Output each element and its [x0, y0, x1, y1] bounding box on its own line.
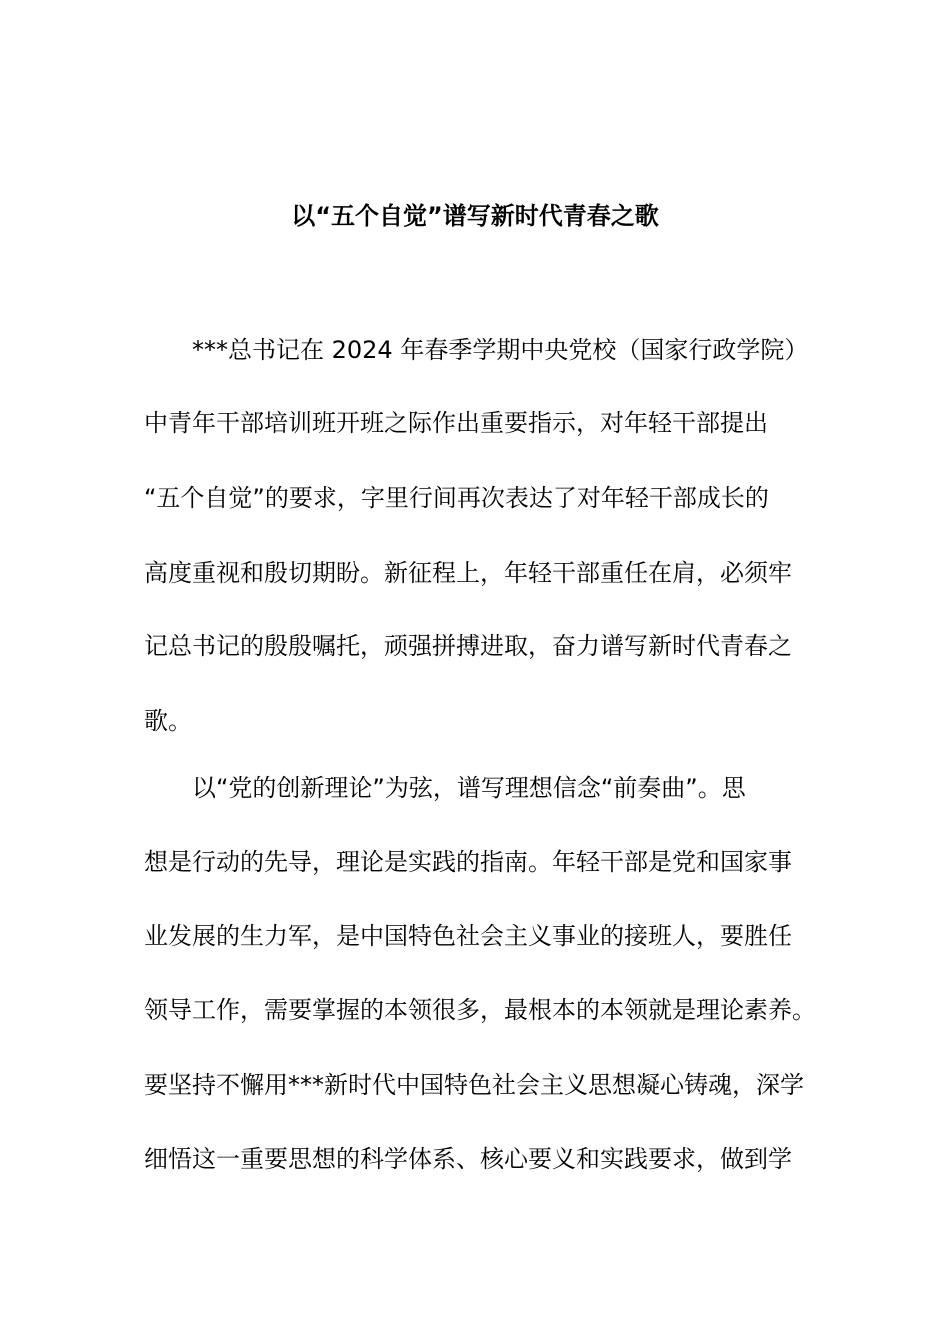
paragraph-1-line-6: 歌。	[144, 707, 192, 735]
paragraph-1-line-1: ***总书记在 2024 年春季学期中央党校（国家行政学院）	[192, 336, 809, 364]
paragraph-1-line-5: 记总书记的殷殷嘱托，顽强拼搏进取，奋力谱写新时代青春之	[144, 632, 792, 660]
paragraph-2-line-5: 要坚持不懈用***新时代中国特色社会主义思想凝心铸魂，深学	[144, 1071, 804, 1099]
paragraph-2-line-2: 想是行动的先导，理论是实践的指南。年轻干部是党和国家事	[144, 848, 792, 876]
paragraph-2-line-3: 业发展的生力军，是中国特色社会主义事业的接班人，要胜任	[144, 922, 792, 950]
document-title: 以“五个自觉”谱写新时代青春之歌	[291, 202, 659, 230]
paragraph-1-line-4: 高度重视和殷切期盼。新征程上，年轻干部重任在肩，必须牢	[144, 559, 792, 587]
paragraph-1-line-3: “五个自觉”的要求，字里行间再次表达了对年轻干部成长的	[144, 484, 769, 512]
paragraph-2-line-6: 细悟这一重要思想的科学体系、核心要义和实践要求，做到学	[144, 1145, 792, 1173]
paragraph-2-line-1: 以“党的创新理论”为弦，谱写理想信念“前奏曲”。思	[192, 774, 746, 802]
paragraph-2-line-4: 领导工作，需要掌握的本领很多，最根本的本领就是理论素养。	[144, 996, 816, 1024]
paragraph-1-line-2: 中青年干部培训班开班之际作出重要指示，对年轻干部提出	[144, 409, 768, 437]
